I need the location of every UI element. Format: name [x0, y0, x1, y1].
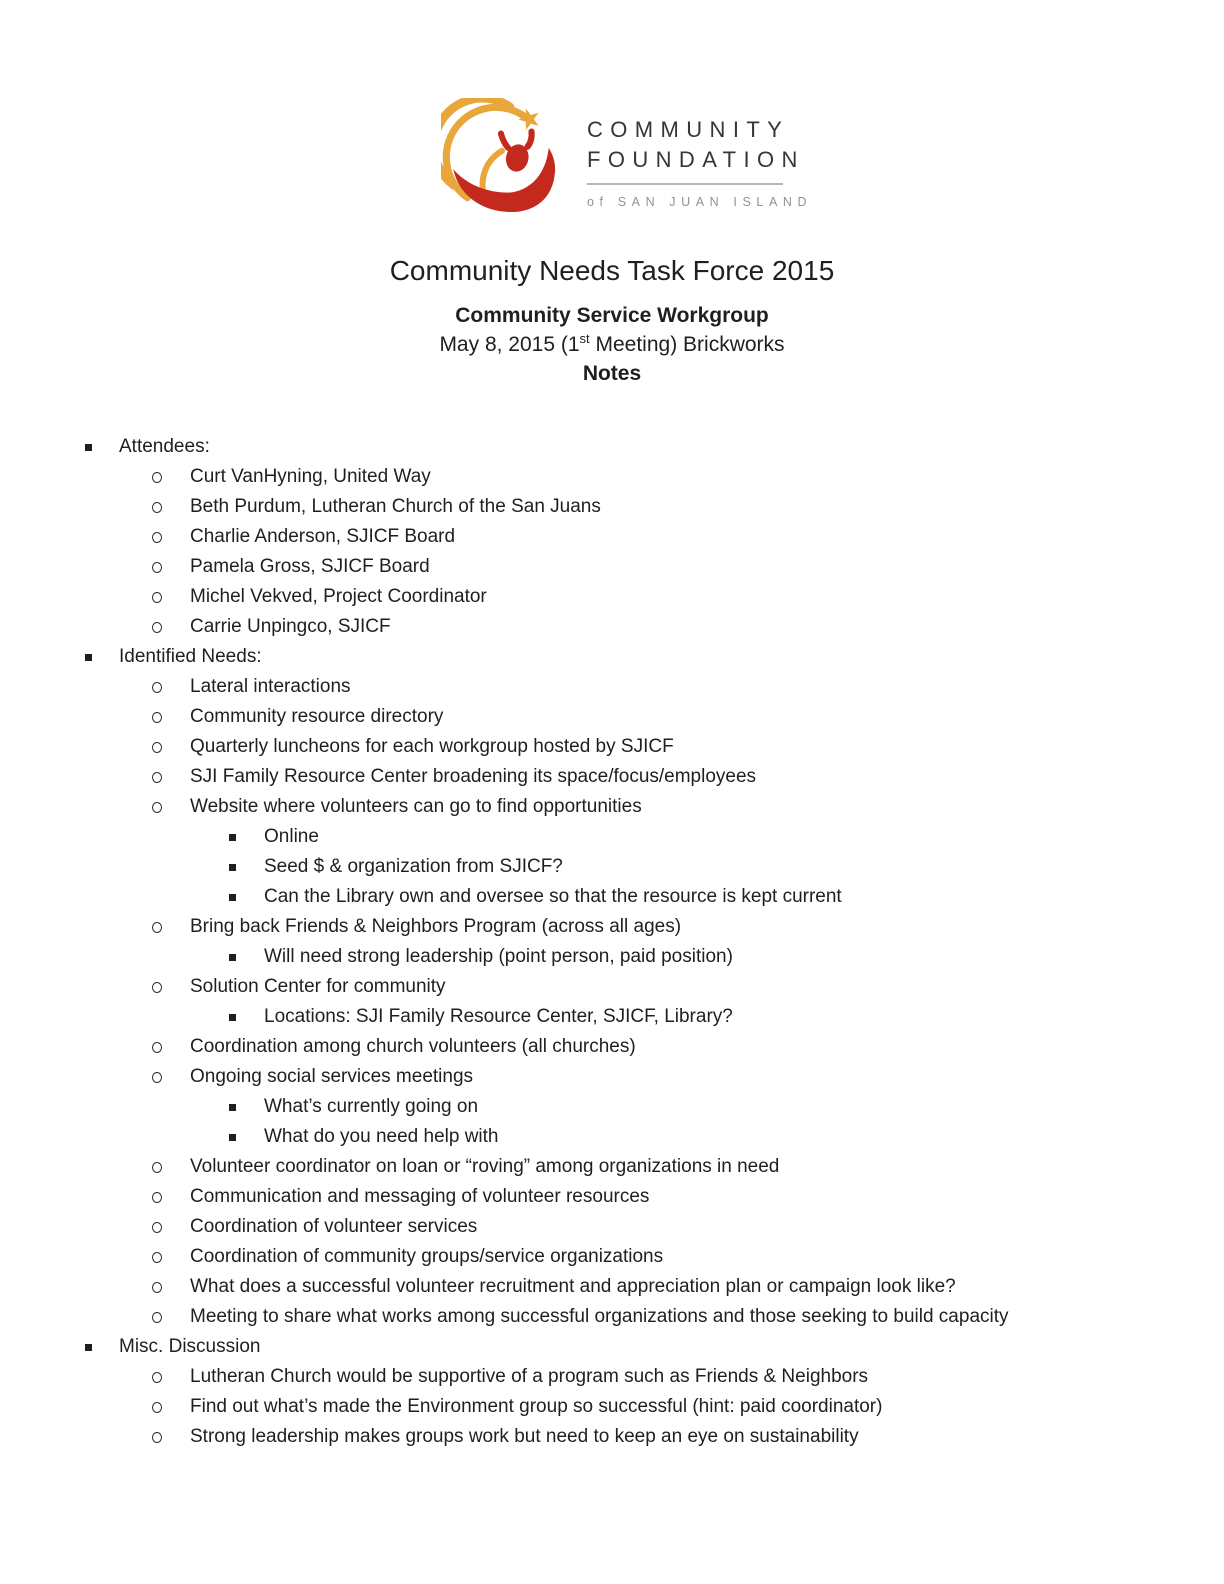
bullet-square-icon — [85, 444, 92, 451]
list-item-text: What does a successful volunteer recruitment and appreciation plan or campaign look like? — [190, 1276, 956, 1297]
list-item-text: Seed $ & organization from SJICF? — [264, 856, 563, 877]
meeting-date-ordinal: st — [579, 331, 590, 346]
bullet-circle-icon — [152, 592, 162, 603]
list-item — [0, 1122, 1224, 1152]
crescent-shape — [453, 148, 555, 212]
bullet-square-icon — [229, 894, 236, 901]
list-item — [0, 852, 1224, 882]
meeting-date-suffix: Meeting) Brickworks — [589, 333, 785, 356]
list-item-text: Community resource directory — [190, 706, 444, 727]
bullet-circle-icon — [152, 1372, 162, 1383]
logo-wordmark-line2: FOUNDATION — [587, 147, 805, 172]
list-item — [0, 1032, 1224, 1062]
list-item-text: Find out what’s made the Environment group so successful (hint: paid coordinator) — [190, 1396, 883, 1417]
list-item — [0, 1092, 1224, 1122]
person-figure-icon — [501, 132, 532, 174]
list-item-text: Solution Center for community — [190, 976, 446, 997]
list-item — [0, 672, 1224, 702]
logo-wordmark — [587, 98, 813, 209]
list-item — [0, 1212, 1224, 1242]
list-item — [0, 1272, 1224, 1302]
bullet-circle-icon — [152, 922, 162, 933]
bullet-square-icon — [229, 834, 236, 841]
bullet-circle-icon — [152, 1072, 162, 1083]
bullet-circle-icon — [152, 1402, 162, 1413]
bullet-circle-icon — [152, 1222, 162, 1233]
list-item-text: Curt VanHyning, United Way — [190, 466, 431, 487]
list-item — [0, 792, 1224, 822]
list-item-text: Meeting to share what works among successful organizations and those seeking to build capacity — [190, 1306, 1009, 1327]
bullet-circle-icon — [152, 1042, 162, 1053]
list-item — [0, 1152, 1224, 1182]
list-item-text: Lateral interactions — [190, 676, 351, 697]
list-item-text: Coordination of volunteer services — [190, 1216, 478, 1237]
page-title: Community Needs Task Force 2015 — [389, 255, 835, 286]
logo — [0, 0, 1224, 230]
list-item-text: Online — [264, 826, 319, 847]
logo-tagline: of SAN JUAN ISLAND — [587, 195, 813, 209]
bullet-circle-icon — [152, 562, 162, 573]
subheader — [0, 301, 1224, 388]
bullet-circle-icon — [152, 532, 162, 543]
bullet-circle-icon — [152, 982, 162, 993]
list-item-text: Locations: SJI Family Resource Center, SJICF, Library? — [264, 1006, 733, 1027]
list-item — [0, 522, 1224, 552]
bullet-square-icon — [85, 654, 92, 661]
list-item — [0, 1392, 1224, 1422]
list-item-text: Quarterly luncheons for each workgroup hosted by SJICF — [190, 736, 674, 757]
list-item — [0, 612, 1224, 642]
bullet-square-icon — [229, 954, 236, 961]
list-item-text: Website where volunteers can go to find opportunities — [190, 796, 642, 817]
list-item-text: Misc. Discussion — [119, 1336, 261, 1357]
list-item-text: Communication and messaging of volunteer resources — [190, 1186, 650, 1207]
list-item-text: Michel Vekved, Project Coordinator — [190, 586, 487, 607]
list-item — [0, 702, 1224, 732]
bullet-circle-icon — [152, 502, 162, 513]
list-item-text: What do you need help with — [264, 1126, 499, 1147]
list-item — [0, 1062, 1224, 1092]
bullet-circle-icon — [152, 772, 162, 783]
bullet-circle-icon — [152, 1282, 162, 1293]
bullet-square-icon — [229, 1134, 236, 1141]
list-item-text: Bring back Friends & Neighbors Program (across all ages) — [190, 916, 682, 937]
logo-icon — [441, 98, 563, 220]
list-item — [0, 432, 1224, 462]
notes-outline — [0, 432, 1224, 1452]
bullet-square-icon — [229, 1104, 236, 1111]
list-item — [0, 762, 1224, 792]
list-item — [0, 462, 1224, 492]
bullet-circle-icon — [152, 682, 162, 693]
list-item — [0, 492, 1224, 522]
bullet-circle-icon — [152, 1312, 162, 1323]
bullet-circle-icon — [152, 622, 162, 633]
list-item-text: Pamela Gross, SJICF Board — [190, 556, 430, 577]
bullet-circle-icon — [152, 472, 162, 483]
list-item-text: Identified Needs: — [119, 646, 262, 667]
list-item-text: Volunteer coordinator on loan or “roving” among organizations in need — [190, 1156, 780, 1177]
list-item-text: Ongoing social services meetings — [190, 1066, 474, 1087]
list-item — [0, 1422, 1224, 1452]
list-item — [0, 822, 1224, 852]
bullet-circle-icon — [152, 1162, 162, 1173]
list-item — [0, 1362, 1224, 1392]
list-item — [0, 1332, 1224, 1362]
star-icon — [516, 105, 542, 131]
meeting-date-line — [0, 330, 1224, 359]
list-item — [0, 882, 1224, 912]
list-item — [0, 1302, 1224, 1332]
bullet-circle-icon — [152, 1432, 162, 1443]
list-item-text: SJI Family Resource Center broadening its space/focus/employees — [190, 766, 757, 787]
bullet-circle-icon — [152, 712, 162, 723]
bullet-circle-icon — [152, 1252, 162, 1263]
notes-label: Notes — [582, 362, 642, 385]
list-item-text: Strong leadership makes groups work but need to keep an eye on sustainability — [190, 1426, 859, 1447]
logo-wordmark-line1: COMMUNITY — [587, 117, 790, 142]
list-item — [0, 912, 1224, 942]
bullet-circle-icon — [152, 1192, 162, 1203]
bullet-circle-icon — [152, 742, 162, 753]
list-item-text: Charlie Anderson, SJICF Board — [190, 526, 456, 547]
list-item — [0, 972, 1224, 1002]
list-item — [0, 1002, 1224, 1032]
bullet-circle-icon — [152, 802, 162, 813]
logo-divider — [587, 183, 783, 185]
list-item-text: Attendees: — [119, 436, 210, 457]
list-item — [0, 582, 1224, 612]
list-item — [0, 1182, 1224, 1212]
list-item — [0, 1242, 1224, 1272]
list-item-text: Coordination of community groups/service organizations — [190, 1246, 664, 1267]
bullet-square-icon — [229, 1014, 236, 1021]
list-item — [0, 642, 1224, 672]
bullet-square-icon — [85, 1344, 92, 1351]
list-item-text: Will need strong leadership (point person, paid position) — [264, 946, 733, 967]
workgroup-title: Community Service Workgroup — [455, 304, 769, 327]
list-item-text: Lutheran Church would be supportive of a program such as Friends & Neighbors — [190, 1366, 869, 1387]
list-item — [0, 732, 1224, 762]
list-item-text: Carrie Unpingco, SJICF — [190, 616, 391, 637]
list-item — [0, 552, 1224, 582]
list-item-text: Coordination among church volunteers (all churches) — [190, 1036, 636, 1057]
bullet-square-icon — [229, 864, 236, 871]
list-item-text: What’s currently going on — [264, 1096, 479, 1117]
list-item-text: Beth Purdum, Lutheran Church of the San Juans — [190, 496, 601, 517]
list-item — [0, 942, 1224, 972]
meeting-date-prefix: May 8, 2015 (1 — [439, 333, 580, 356]
list-item-text: Can the Library own and oversee so that the resource is kept current — [264, 886, 842, 907]
